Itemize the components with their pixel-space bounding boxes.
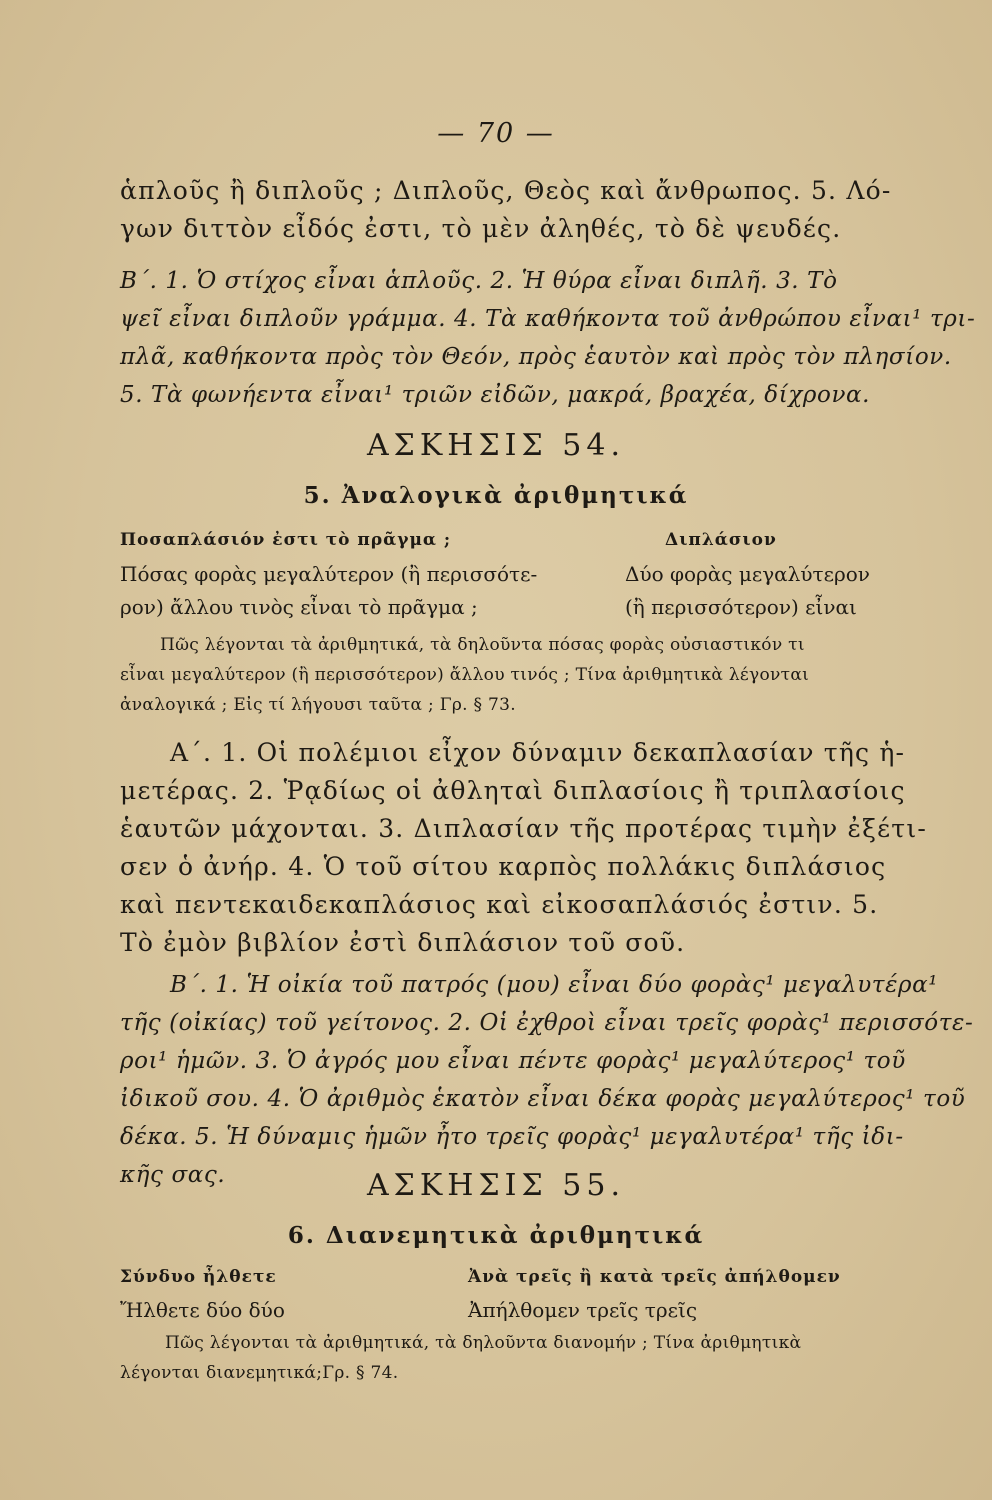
text-line: ψεῖ εἶναι διπλοῦν γράμμα. 4. Τὰ καθήκοντα τοῦ ἀνθρώπου εἶναι¹ τρι- (120, 306, 976, 332)
section-a-paragraph (120, 734, 927, 962)
text-line: Ἀπήλθομεν τρεῖς τρεῖς (468, 1298, 698, 1322)
text-line: Πόσας φορὰς μεγαλύτερον (ἢ περισσότε- (120, 562, 538, 586)
text-line: Τὸ ἐμὸν βιβλίον ἐστὶ διπλάσιον τοῦ σοῦ. (120, 928, 686, 957)
text-line: Δύο φορὰς μεγαλύτερον (625, 562, 870, 586)
text-line: δέκα. 5. Ἡ δύναμις ἡμῶν ἦτο τρεῖς φορὰς¹ μεγαλυτέρα¹ τῆς ἰδι- (120, 1124, 904, 1150)
text-line: κῆς σας. (120, 1162, 226, 1188)
note-54 (120, 630, 880, 720)
text-line: λέγονται διανεμητικά;Γρ. § 74. (120, 1363, 399, 1383)
intro-paragraph (120, 172, 892, 248)
page-number: — 70 — (437, 118, 555, 149)
text-line: ἀναλογικά ; Εἰς τί λήγουσι ταῦτα ; Γρ. § 73. (120, 695, 516, 715)
text-line: τῆς (οἰκίας) τοῦ γείτονος. 2. Οἱ ἐχθροὶ εἶναι τρεῖς φορὰς¹ περισσότε- (120, 1010, 974, 1036)
text-line: 5. Τὰ φωνήεντα εἶναι¹ τριῶν εἰδῶν, μακρά, βραχέα, δίχρονα. (120, 382, 871, 408)
text-line: μετέρας. 2. Ῥᾳδίως οἱ ἀθληταὶ διπλασίοις ἢ τριπλασίοις (120, 776, 906, 805)
exercise-55-title: ΑΣΚΗΣΙΣ 55. (367, 1168, 625, 1203)
text-line: εἶναι μεγαλύτερον (ἢ περισσότερον) ἄλλου τινός ; Τίνα ἀριθμητικὰ λέγονται (120, 665, 810, 685)
right-column-heading: Διπλάσιον (665, 530, 777, 550)
text-line: γων διττὸν εἶδός ἐστι, τὸ μὲν ἀληθές, τὸ δὲ ψευδές. (120, 214, 842, 243)
left-column-heading: Σύνδυο ἦλθετε (120, 1267, 277, 1287)
section-b2-paragraph (120, 966, 974, 1194)
text-line: ροι¹ ἡμῶν. 3. Ὁ ἀγρός μου εἶναι πέντε φορὰς¹ μεγαλύτερος¹ τοῦ (120, 1048, 906, 1074)
section-b-paragraph (120, 262, 976, 414)
text-line: Β΄. 1. Ὁ στίχος εἶναι ἁπλοῦς. 2. Ἡ θύρα εἶναι διπλῆ. 3. Τὸ (120, 268, 838, 294)
text-line: ἰδικοῦ σου. 4. Ὁ ἀριθμὸς ἑκατὸν εἶναι δέκα φορὰς μεγαλύτερος¹ τοῦ (120, 1086, 966, 1112)
text-line: Α΄. 1. Οἱ πολέμιοι εἶχον δύναμιν δεκαπλασίαν τῆς ἡ- (170, 738, 906, 767)
exercise-55-subtitle: 6. Διανεμητικὰ ἀριθμητικά (287, 1222, 705, 1249)
right-column-54 (625, 526, 870, 624)
text-line: σεν ὁ ἀνήρ. 4. Ὁ τοῦ σίτου καρπὸς πολλάκις διπλάσιος (120, 852, 887, 881)
text-line: Πῶς λέγονται τὰ ἀριθμητικά, τὰ δηλοῦντα πόσας φορὰς οὐσιαστικόν τι (160, 635, 805, 655)
text-line: Πῶς λέγονται τὰ ἀριθμητικά, τὰ δηλοῦντα διανομήν ; Τίνα ἀριθμητικὰ (165, 1333, 802, 1353)
right-column-heading: Ἀνὰ τρεῖς ἢ κατὰ τρεῖς ἀπήλθομεν (468, 1267, 841, 1287)
left-column-55 (120, 1262, 285, 1327)
text-line: Β΄. 1. Ἡ οἰκία τοῦ πατρός (μου) εἶναι δύο φορὰς¹ μεγαλυτέρα¹ (170, 972, 939, 998)
exercise-54-title: ΑΣΚΗΣΙΣ 54. (367, 428, 625, 463)
text-line: Ἤλθετε δύο δύο (120, 1298, 285, 1322)
left-column-54 (120, 526, 537, 624)
text-line: ἁπλοῦς ἢ διπλοῦς ; Διπλοῦς, Θεὸς καὶ ἄνθρωπος. 5. Λό- (120, 176, 892, 205)
left-column-heading: Ποσαπλάσιόν ἐστι τὸ πρᾶγμα ; (120, 530, 452, 550)
text-line: ρον) ἄλλου τινὸς εἶναι τὸ πρᾶγμα ; (120, 595, 478, 619)
text-line: πλᾶ, καθήκοντα πρὸς τὸν Θεόν, πρὸς ἑαυτὸν καὶ πρὸς τὸν πλησίον. (120, 344, 952, 370)
text-line: (ἢ περισσότερον) εἶναι (625, 595, 857, 619)
text-line: ἑαυτῶν μάχονται. 3. Διπλασίαν τῆς προτέρας τιμὴν ἐξέτι- (120, 814, 927, 843)
exercise-54-subtitle: 5. Ἀναλογικὰ ἀριθμητικά (303, 482, 689, 509)
note-55 (120, 1328, 880, 1388)
right-column-55 (468, 1262, 841, 1327)
text-line: καὶ πεντεκαιδεκαπλάσιος καὶ εἰκοσαπλάσιός ἐστιν. 5. (120, 890, 879, 919)
